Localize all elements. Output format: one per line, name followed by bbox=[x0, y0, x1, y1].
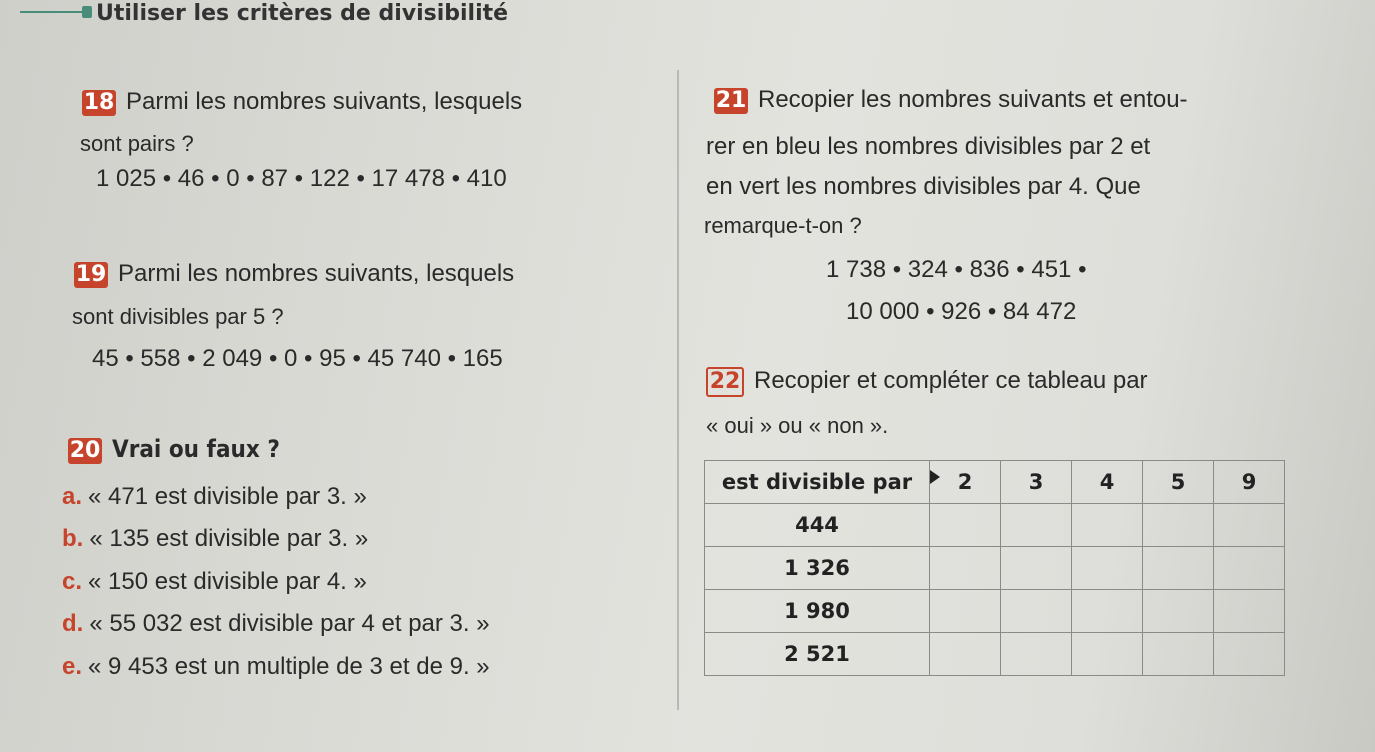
table-row-label: 2 521 bbox=[705, 633, 930, 676]
header-bullet-icon bbox=[82, 6, 92, 18]
table-cell bbox=[1143, 504, 1214, 547]
ex20-number: 20 bbox=[69, 438, 101, 463]
ex20-item-d: d. « 55 032 est divisible par 4 et par 3. » bbox=[62, 610, 490, 637]
table-cell bbox=[1001, 633, 1072, 676]
header-rule bbox=[20, 11, 82, 13]
table-col-2: 2 bbox=[930, 461, 1001, 504]
table-cell bbox=[930, 547, 1001, 590]
ex20-item-c: c. « 150 est divisible par 4. » bbox=[62, 568, 367, 595]
ex19-line1 bbox=[74, 260, 514, 288]
table-cell bbox=[1214, 590, 1285, 633]
ex19-number: 19 bbox=[75, 262, 107, 287]
ex19-text: Parmi les nombres suivants, lesquels bbox=[118, 260, 515, 287]
column-divider bbox=[677, 70, 679, 710]
table-cell bbox=[1001, 590, 1072, 633]
table-row bbox=[705, 547, 1285, 590]
ex19-numbers: 45 • 558 • 2 049 • 0 • 95 • 45 740 • 165 bbox=[92, 345, 503, 372]
ex21-numbers1: 1 738 • 324 • 836 • 451 • bbox=[826, 256, 1087, 283]
table-cell bbox=[1072, 547, 1143, 590]
ex22-number: 22 bbox=[706, 367, 744, 397]
ex20-heading bbox=[68, 435, 280, 464]
ex19-line2: sont divisibles par 5 ? bbox=[72, 304, 284, 329]
table-row-label: 1 326 bbox=[705, 547, 930, 590]
table-cell bbox=[1143, 633, 1214, 676]
ex18-number: 18 bbox=[83, 90, 115, 115]
ex21-numbers2: 10 000 • 926 • 84 472 bbox=[846, 298, 1077, 325]
table-cell bbox=[1214, 547, 1285, 590]
table-cell bbox=[1143, 547, 1214, 590]
table-cell bbox=[930, 504, 1001, 547]
section-title: Utiliser les critères de divisibilité bbox=[96, 1, 509, 26]
table-cell bbox=[1214, 633, 1285, 676]
table-row-label: 1 980 bbox=[705, 590, 930, 633]
table-col-4: 4 bbox=[1072, 461, 1143, 504]
ex18-numbers: 1 025 • 46 • 0 • 87 • 122 • 17 478 • 410 bbox=[96, 165, 507, 192]
table-col-9: 9 bbox=[1214, 461, 1285, 504]
table-col-5: 5 bbox=[1143, 461, 1214, 504]
table-cell bbox=[1143, 590, 1214, 633]
ex21-line1 bbox=[714, 86, 1188, 114]
ex20-title: Vrai ou faux ? bbox=[112, 435, 280, 463]
table-cell bbox=[1001, 547, 1072, 590]
ex18-line2: sont pairs ? bbox=[80, 131, 194, 156]
table-col-3: 3 bbox=[1001, 461, 1072, 504]
table-cell bbox=[1072, 590, 1143, 633]
ex22-line1 bbox=[706, 367, 1148, 397]
ex21-text: Recopier les nombres suivants et entou- bbox=[758, 86, 1188, 113]
table-row-label: 444 bbox=[705, 504, 930, 547]
ex20-item-b: b. « 135 est divisible par 3. » bbox=[62, 525, 369, 552]
table-row bbox=[705, 504, 1285, 547]
table-cell bbox=[1001, 504, 1072, 547]
ex20-item-e: e. « 9 453 est un multiple de 3 et de 9. » bbox=[62, 653, 490, 680]
ex18-line1 bbox=[82, 88, 522, 116]
table-cell bbox=[1072, 633, 1143, 676]
ex22-line2: « oui » ou « non ». bbox=[706, 413, 889, 438]
table-header-row bbox=[705, 461, 1285, 504]
table-header-label: est divisible par bbox=[705, 461, 930, 504]
table-cell bbox=[930, 633, 1001, 676]
ex21-line2: rer en bleu les nombres divisibles par 2 et bbox=[706, 133, 1151, 160]
divisibility-table bbox=[704, 460, 1285, 676]
ex21-line4: remarque-t-on ? bbox=[704, 213, 862, 238]
table-row bbox=[705, 633, 1285, 676]
ex18-text: Parmi les nombres suivants, lesquels bbox=[126, 88, 523, 115]
ex21-number: 21 bbox=[715, 88, 747, 113]
arrow-right-icon bbox=[930, 470, 940, 484]
ex21-line3: en vert les nombres divisibles par 4. Que bbox=[706, 173, 1141, 200]
table-row bbox=[705, 590, 1285, 633]
ex22-text: Recopier et compléter ce tableau par bbox=[754, 367, 1148, 394]
table-cell bbox=[1072, 504, 1143, 547]
table-cell bbox=[930, 590, 1001, 633]
table-cell bbox=[1214, 504, 1285, 547]
ex20-item-a: a. « 471 est divisible par 3. » bbox=[62, 483, 367, 510]
